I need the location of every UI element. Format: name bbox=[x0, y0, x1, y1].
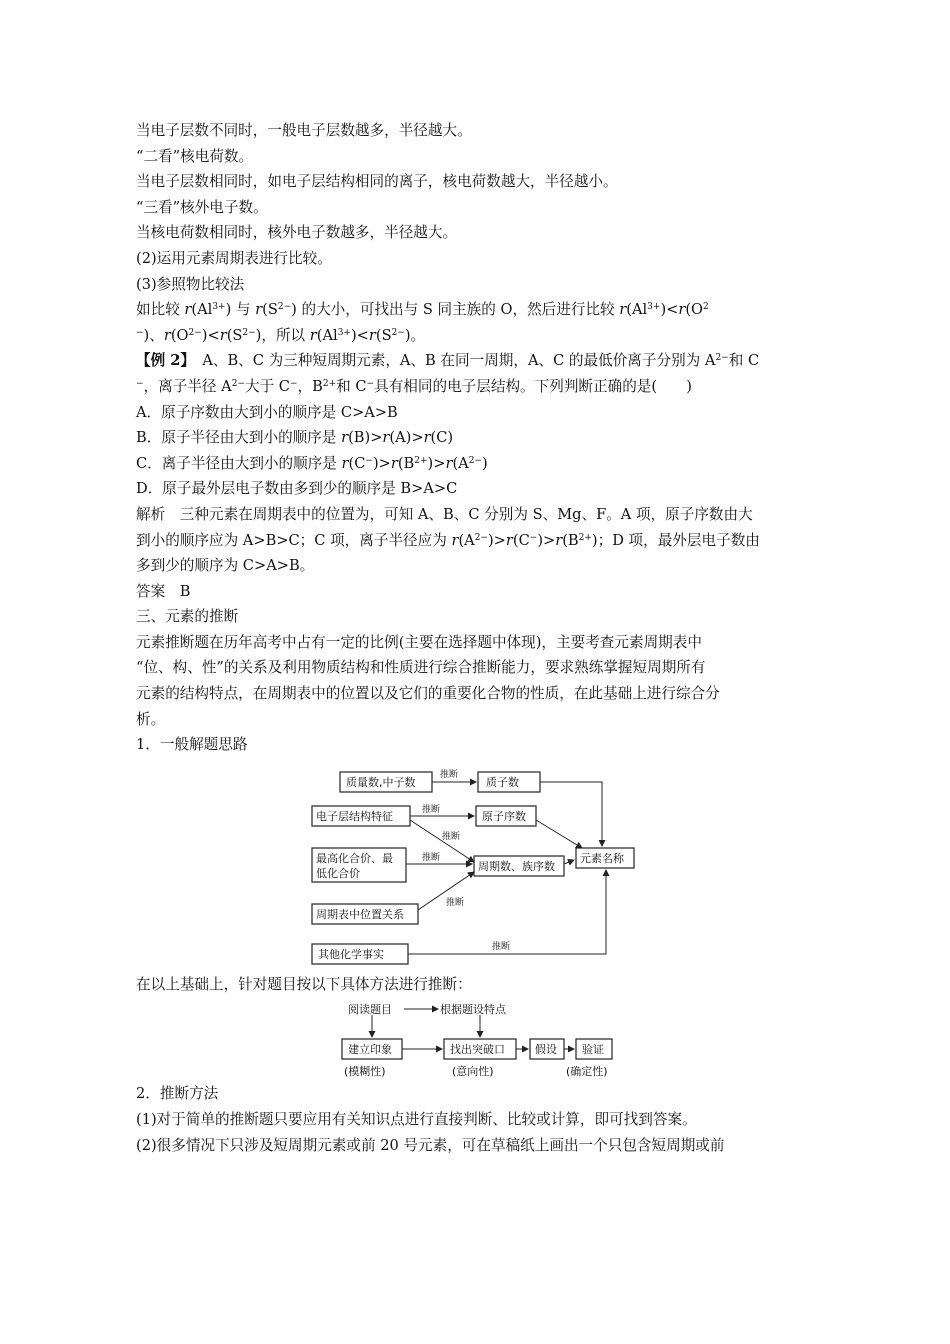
method-flow-diagram bbox=[340, 999, 816, 1081]
option-c bbox=[136, 451, 816, 477]
text: r bbox=[678, 301, 686, 319]
superscript: 3+ bbox=[212, 302, 226, 313]
example-question-line-1 bbox=[136, 348, 816, 374]
text: 到小的顺序应为 A>B>C；C 项，离子半径应为 bbox=[136, 531, 452, 549]
section-title: 三、元素的推断 bbox=[136, 608, 239, 626]
text: r bbox=[382, 429, 390, 447]
text: (A bbox=[458, 531, 475, 549]
flow-label: 假设 bbox=[535, 1043, 557, 1057]
text: 大于 C bbox=[244, 377, 290, 395]
text: ) 与 bbox=[225, 301, 256, 319]
superscript: 2− bbox=[474, 532, 488, 543]
superscript: 2+ bbox=[578, 532, 592, 543]
text: (B bbox=[562, 531, 579, 549]
text: (Al bbox=[626, 301, 648, 319]
superscript: 2 bbox=[703, 302, 709, 313]
superscript: 2− bbox=[277, 302, 292, 313]
flow-caption: (确定性) bbox=[566, 1065, 608, 1079]
edge-label: 推断 bbox=[492, 941, 511, 952]
text: r bbox=[219, 326, 227, 344]
text: 和 C bbox=[728, 352, 760, 370]
box-label: 低化合价 bbox=[316, 866, 360, 880]
text: (C) bbox=[430, 429, 454, 447]
superscript: − bbox=[289, 378, 298, 389]
text: ) 的大小，可找出与 S 同主族的 O，然后进行比较 bbox=[291, 301, 620, 319]
text: )> bbox=[487, 531, 506, 549]
paragraph-line: 析。 bbox=[136, 710, 166, 728]
box-label: 最高化合价、最 bbox=[316, 851, 393, 865]
text: ) bbox=[481, 454, 488, 472]
text-line: (3)参照物比较法 bbox=[136, 275, 245, 293]
edge-label: 推断 bbox=[422, 852, 441, 863]
reference-line-2 bbox=[136, 323, 816, 349]
text: )、 bbox=[143, 326, 164, 344]
text: r bbox=[390, 454, 398, 472]
problem-solving-diagram bbox=[310, 764, 816, 972]
option-d: D．原子最外层电子数由多到少的顺序是 B>A>C bbox=[136, 480, 458, 498]
text: 和 C bbox=[336, 377, 367, 395]
text-line: 当核电荷数相同时，核外电子数越多，半径越大。 bbox=[136, 224, 458, 242]
superscript: 2− bbox=[468, 455, 482, 466]
superscript: 2− bbox=[715, 353, 729, 364]
text: )< bbox=[660, 301, 679, 319]
superscript: − bbox=[136, 378, 144, 389]
text: 如比较 bbox=[136, 301, 185, 319]
text: r bbox=[341, 454, 349, 472]
analysis-line-2 bbox=[136, 528, 816, 554]
box-label: 周期表中位置关系 bbox=[316, 907, 404, 921]
superscript: − bbox=[529, 532, 538, 543]
document-page bbox=[136, 118, 816, 1158]
text: (Al bbox=[316, 326, 338, 344]
text: r bbox=[445, 454, 453, 472]
text: (B bbox=[397, 454, 415, 472]
text: r bbox=[184, 301, 192, 319]
text: 具有相同的电子层结构。下列判断正确的是( ) bbox=[374, 377, 692, 395]
flow-label: 阅读题目 bbox=[348, 1003, 392, 1017]
method-line: (2)很多情况下只涉及短周期元素或前 20 号元素，可在草稿纸上画出一个只包含短周期或前 bbox=[136, 1136, 725, 1154]
text: r bbox=[255, 301, 263, 319]
text: r bbox=[505, 531, 513, 549]
text-line: (2)运用元素周期表进行比较。 bbox=[136, 249, 332, 267]
text: (S bbox=[226, 326, 243, 344]
text: r bbox=[163, 326, 171, 344]
text-line: “二看”核电荷数。 bbox=[136, 147, 254, 165]
text: r bbox=[423, 429, 431, 447]
edge-label: 推断 bbox=[422, 804, 441, 815]
flow-svg bbox=[340, 999, 630, 1081]
option-a: A．原子序数由大到小的顺序是 C>A>B bbox=[136, 403, 398, 421]
arrow bbox=[564, 860, 574, 864]
text: )> bbox=[427, 454, 446, 472]
text: r bbox=[451, 531, 459, 549]
text: )；D 项，最外层电子数由 bbox=[591, 531, 760, 549]
text: C．离子半径由大到小的顺序是 bbox=[136, 454, 342, 472]
text: )，所以 bbox=[255, 326, 310, 344]
arrow bbox=[536, 820, 582, 848]
superscript: 2+ bbox=[414, 455, 428, 466]
flow-label: 验证 bbox=[582, 1043, 604, 1057]
edge-label: 推断 bbox=[442, 831, 461, 842]
text: (O bbox=[685, 301, 704, 319]
superscript: − bbox=[136, 327, 144, 338]
box-label: 质量数,中子数 bbox=[346, 775, 416, 789]
superscript: 2− bbox=[242, 327, 256, 338]
flow-label: 根据题设特点 bbox=[440, 1003, 506, 1017]
diagram-svg bbox=[310, 764, 650, 972]
superscript: 2− bbox=[188, 327, 202, 338]
text: r bbox=[368, 326, 376, 344]
text: (S bbox=[262, 301, 278, 319]
reference-line-1 bbox=[136, 297, 816, 323]
text: r bbox=[619, 301, 627, 319]
subsection-heading: 2．推断方法 bbox=[136, 1085, 219, 1103]
edge-label: 推断 bbox=[446, 897, 465, 908]
superscript: − bbox=[366, 378, 375, 389]
text: B．原子半径由大到小的顺序是 bbox=[136, 429, 342, 447]
superscript: 3+ bbox=[337, 327, 351, 338]
text: (Al bbox=[191, 301, 213, 319]
paragraph-line: 元素推断题在历年高考中占有一定的比例(主要在选择题中体现)，主要考查元素周期表中 bbox=[136, 633, 702, 651]
option-b bbox=[136, 425, 816, 451]
flow-caption: (意向性) bbox=[452, 1065, 494, 1079]
flow-label: 建立印象 bbox=[348, 1043, 392, 1057]
superscript: 3+ bbox=[647, 302, 661, 313]
superscript: − bbox=[365, 455, 373, 466]
example-tag: 【例 2】 bbox=[136, 352, 188, 370]
text: ，离子半径 A bbox=[143, 377, 232, 395]
answer-line: 答案 B bbox=[136, 582, 191, 600]
text: (B)> bbox=[348, 429, 383, 447]
text-line: 当电子层数相同时，如电子层结构相同的离子，核电荷数越大，半径越小。 bbox=[136, 173, 618, 191]
box-label: 质子数 bbox=[486, 775, 519, 789]
analysis-line-3: 多到少的顺序为 C>A>B。 bbox=[136, 557, 315, 575]
text: A、B、C 为三种短周期元素，A、B 在同一周期，A、C 的最低价离子分别为 A bbox=[187, 352, 716, 370]
text-line: 当电子层数不同时，一般电子层数越多，半径越大。 bbox=[136, 122, 472, 139]
text: )> bbox=[537, 531, 556, 549]
superscript: 2− bbox=[231, 378, 245, 389]
box-label: 周期数、族序数 bbox=[478, 859, 555, 873]
paragraph-line: “位、构、性”的关系及利用物质结构和性质进行综合推断能力，要求熟练掌握短周期所有 bbox=[136, 659, 706, 677]
box-label: 电子层结构特征 bbox=[316, 809, 393, 823]
text: )。 bbox=[404, 326, 426, 344]
method-line: (1)对于简单的推断题只要应用有关知识点进行直接判断、比较或计算，即可找到答案。 bbox=[136, 1111, 697, 1129]
paragraph-line: 元素的结构特点，在周期表中的位置以及它们的重要化合物的性质，在此基础上进行综合分 bbox=[136, 685, 720, 703]
arrow bbox=[540, 782, 602, 846]
text: (O bbox=[170, 326, 189, 344]
flow-label: 找出突破口 bbox=[450, 1043, 505, 1057]
box-label: 元素名称 bbox=[580, 851, 624, 865]
analysis-line-1: 解析 三种元素在周期表中的位置为，可知 A、B、C 分别为 S、Mg、F。A 项，原子序数由大 bbox=[136, 505, 753, 523]
subsection-heading: 1．一般解题思路 bbox=[136, 736, 248, 754]
edge-label: 推断 bbox=[440, 769, 459, 780]
text: )< bbox=[201, 326, 220, 344]
text: (C bbox=[512, 531, 530, 549]
superscript: 2+ bbox=[322, 378, 337, 389]
superscript: 2− bbox=[391, 327, 405, 338]
text: (C bbox=[348, 454, 366, 472]
text: r bbox=[341, 429, 349, 447]
text: (S bbox=[375, 326, 392, 344]
text: )< bbox=[350, 326, 369, 344]
text: (A bbox=[452, 454, 469, 472]
text: r bbox=[309, 326, 317, 344]
text: r bbox=[555, 531, 563, 549]
flow-caption: (模糊性) bbox=[344, 1065, 386, 1079]
box-label: 原子序数 bbox=[482, 809, 526, 823]
box-label: 其他化学事实 bbox=[318, 947, 384, 961]
text-line: “三看”核外电子数。 bbox=[136, 198, 268, 216]
text: )> bbox=[372, 454, 391, 472]
text-line: 在以上基础上，针对题目按以下具体方法进行推断： bbox=[136, 975, 472, 993]
text: ，B bbox=[297, 377, 323, 395]
text: (A)> bbox=[389, 429, 424, 447]
example-question-line-2 bbox=[136, 374, 816, 400]
